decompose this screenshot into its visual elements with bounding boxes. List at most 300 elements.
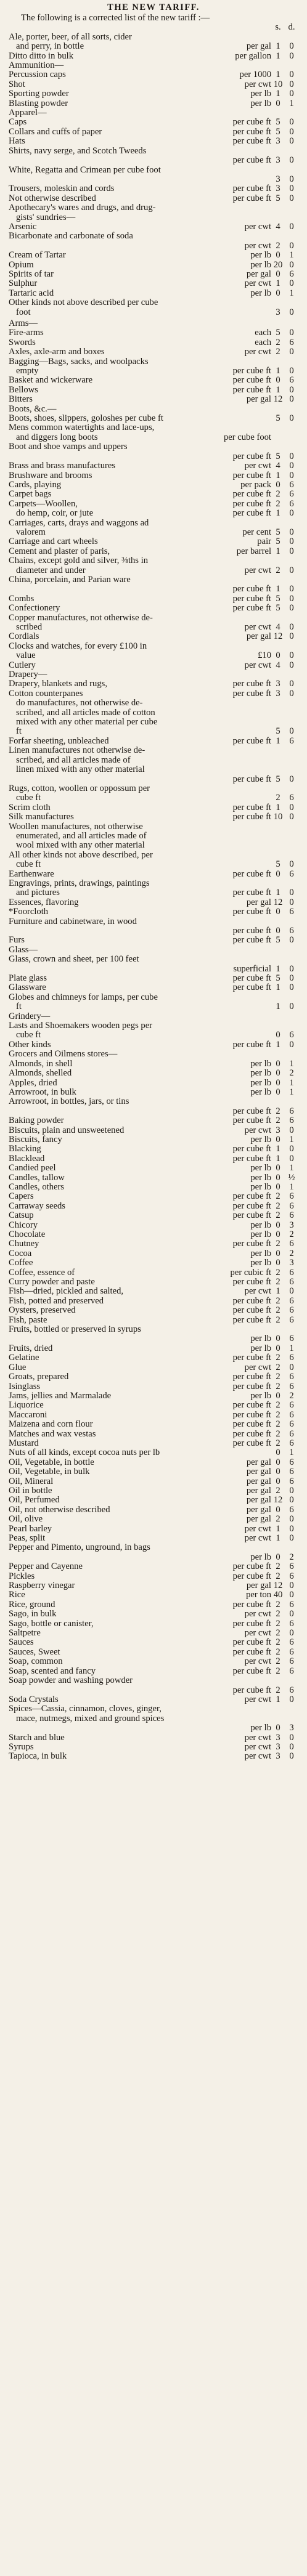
tariff-row: [9, 184, 298, 193]
tariff-item-unit: per cube ft: [232, 584, 271, 594]
tariff-item-unit: per cwt: [244, 1628, 271, 1638]
tariff-row: [9, 1430, 298, 1439]
tariff-item-unit: per cube ft: [232, 193, 271, 203]
tariff-list: [9, 33, 298, 1762]
tariff-item-unit: per gal: [246, 269, 271, 279]
tariff-item-pence: 0: [289, 451, 294, 461]
tariff-item-pence: 0: [289, 1628, 294, 1638]
tariff-item-label: Boot and shoe vamps and uppers: [9, 442, 128, 452]
tariff-item-pence: 0: [289, 726, 294, 737]
tariff-item-label: Fruits, bottled or preserved in syrups: [9, 1325, 141, 1335]
tariff-item-continuation: foot: [16, 307, 31, 317]
tariff-item-unit: per gal: [246, 1476, 271, 1486]
tariff-item-pence: 0: [289, 584, 294, 594]
tariff-item-unit: per cube ft: [232, 1106, 271, 1116]
tariff-item-shillings: 2: [276, 240, 280, 251]
tariff-item-shillings: 1: [276, 982, 280, 993]
tariff-row: [9, 1107, 298, 1116]
tariff-item-shillings: 20: [273, 259, 283, 270]
tariff-item-label: Nuts of all kinds, except cocoa nuts per lb: [9, 1448, 160, 1458]
tariff-item-shillings: 1: [276, 1039, 280, 1050]
tariff-row: [9, 765, 298, 774]
tariff-item-unit: per cwt: [244, 622, 271, 632]
tariff-item-shillings: 0: [276, 1172, 280, 1183]
tariff-row: [9, 452, 298, 461]
tariff-item-continuation: gists' sundries—: [16, 213, 76, 222]
tariff-row: [9, 1534, 298, 1543]
tariff-row: [9, 222, 298, 232]
tariff-item-unit: per cube ft: [232, 812, 271, 822]
tariff-row: [9, 851, 298, 860]
tariff-item-pence: 0: [289, 413, 294, 424]
tariff-item-unit: superficial: [233, 963, 271, 974]
tariff-row: [9, 1154, 298, 1164]
tariff-row: [9, 1714, 298, 1723]
tariff-item-label: *Foorcloth: [9, 907, 49, 917]
tariff-item-shillings: 1: [276, 1153, 280, 1164]
tariff-row: [9, 1525, 298, 1534]
tariff-item-shillings: 0: [276, 1258, 280, 1268]
tariff-item-shillings: 3: [276, 1751, 280, 1762]
tariff-item-unit: per cwt: [244, 79, 271, 89]
tariff-item-unit: per cube ft: [232, 126, 271, 137]
tariff-item-label: Chocolate: [9, 1230, 46, 1239]
tariff-item-unit: per lb: [250, 1087, 271, 1097]
tariff-item-unit: per lb: [250, 1058, 271, 1069]
tariff-item-label: Ammunition—: [9, 61, 64, 71]
tariff-row: [9, 156, 298, 165]
tariff-item-pence: 6: [289, 1400, 294, 1411]
tariff-row: [9, 347, 298, 357]
tariff-item-unit: per lb: [250, 250, 271, 261]
tariff-item-unit: per cube ft: [232, 136, 271, 147]
tariff-item-pence: 0: [289, 802, 294, 812]
tariff-item-pence: 6: [289, 479, 294, 490]
tariff-item-shillings: 0: [276, 1163, 280, 1173]
tariff-item-shillings: 1: [276, 584, 280, 594]
tariff-item-pence: 0: [289, 660, 294, 670]
tariff-item-shillings: 12: [273, 1581, 283, 1591]
tariff-item-pence: 1: [289, 1077, 294, 1088]
tariff-item-label: Arrowroot, in bottles, jars, or tins: [9, 1097, 129, 1107]
tariff-item-pence: 0: [289, 70, 294, 80]
tariff-row: [9, 1743, 298, 1752]
tariff-item-shillings: 2: [276, 1239, 280, 1249]
tariff-item-shillings: 2: [276, 1438, 280, 1448]
tariff-item-label: Sago, bottle or canister,: [9, 1619, 94, 1629]
tariff-item-unit: per cube ft: [232, 451, 271, 461]
tariff-item-pence: 0: [289, 963, 294, 974]
tariff-item-pence: 1: [289, 250, 294, 261]
tariff-item-pence: 6: [289, 1030, 294, 1040]
tariff-item-shillings: 5: [276, 593, 280, 604]
tariff-item-unit: per cube ft: [232, 1618, 271, 1629]
tariff-item-unit: per cwt: [244, 660, 271, 670]
tariff-item-unit: per cwt: [244, 1523, 271, 1534]
tariff-item-shillings: 2: [276, 1628, 280, 1638]
tariff-item-pence: 6: [289, 1666, 294, 1676]
tariff-item-unit: per lb: [250, 1068, 271, 1079]
tariff-row: [9, 614, 298, 623]
tariff-item-continuation: and pictures: [16, 888, 60, 898]
tariff-item-unit: per cube ft: [232, 1409, 271, 1420]
tariff-item-pence: 0: [289, 79, 294, 89]
tariff-item-pence: 6: [289, 907, 294, 917]
tariff-item-pence: 6: [289, 1239, 294, 1249]
tariff-item-unit: per cube ft: [232, 1428, 271, 1439]
tariff-item-unit: per cwt: [244, 1751, 271, 1762]
tariff-item-pence: 0: [289, 307, 294, 317]
tariff-item-continuation: mixed with any other material per cube: [16, 718, 158, 727]
tariff-item-pence: 0: [289, 1495, 294, 1505]
tariff-row: [9, 604, 298, 613]
tariff-row: [9, 1021, 298, 1031]
tariff-item-pence: 0: [289, 174, 294, 184]
tariff-item-pence: 6: [289, 1372, 294, 1382]
tariff-item-label: Oysters, preserved: [9, 1306, 76, 1316]
tariff-item-pence: 0: [289, 603, 294, 614]
tariff-item-pence: 0: [289, 812, 294, 822]
tariff-item-pence: 0: [289, 508, 294, 519]
tariff-item-shillings: 1: [276, 1533, 280, 1543]
tariff-item-pence: 6: [289, 1419, 294, 1430]
tariff-row: [9, 33, 298, 42]
tariff-item-pence: 6: [289, 1561, 294, 1572]
tariff-item-pence: 6: [289, 1685, 294, 1695]
tariff-item-shillings: 2: [276, 1419, 280, 1430]
tariff-item-shillings: 12: [273, 1495, 283, 1505]
tariff-item-pence: 0: [289, 1514, 294, 1525]
tariff-item-label: Lasts and Shoemakers wooden pegs per: [9, 1021, 153, 1031]
tariff-item-label: Mens common watertights and lace-ups,: [9, 423, 155, 433]
tariff-item-label: Raspberry vinegar: [9, 1581, 75, 1591]
tariff-item-pence: 3: [289, 1723, 294, 1733]
tariff-item-shillings: 3: [276, 184, 280, 194]
tariff-item-unit: per cwt: [244, 278, 271, 289]
tariff-item-shillings: 0: [276, 1343, 280, 1353]
tariff-item-label: Swords: [9, 338, 36, 347]
tariff-item-continuation: value: [16, 651, 36, 661]
tariff-row: [9, 965, 298, 974]
tariff-item-pence: 0: [289, 973, 294, 984]
tariff-item-continuation: ft: [16, 1002, 22, 1012]
tariff-item-shillings: 0: [276, 375, 280, 386]
tariff-item-label: Sago, in bulk: [9, 1610, 57, 1619]
tariff-item-unit: per cube ft: [232, 1039, 271, 1050]
tariff-item-pence: 0: [289, 565, 294, 575]
tariff-item-label: Plate glass: [9, 974, 47, 984]
tariff-row: [9, 1420, 298, 1429]
tariff-item-unit: per gal: [246, 1495, 271, 1505]
tariff-item-pence: 2: [289, 1390, 294, 1401]
tariff-item-pence: 0: [289, 1039, 294, 1050]
tariff-row: [9, 1477, 298, 1486]
tariff-item-unit: per lb: [250, 1390, 271, 1401]
tariff-item-pence: 1: [289, 1163, 294, 1173]
tariff-item-label: Combs: [9, 594, 35, 604]
tariff-item-pence: 0: [289, 41, 294, 52]
tariff-item-label: Peas, split: [9, 1534, 46, 1543]
tariff-item-unit: per lb: [250, 1181, 271, 1192]
tariff-item-shillings: 5: [276, 537, 280, 547]
tariff-item-continuation: valorem: [16, 527, 46, 537]
tariff-item-unit: per gal: [246, 897, 271, 907]
tariff-row: [9, 803, 298, 812]
tariff-row: [9, 1458, 298, 1467]
tariff-item-shillings: 0: [276, 1068, 280, 1079]
tariff-item-unit: per cube ft: [232, 1353, 271, 1363]
tariff-item-unit: each: [255, 328, 271, 338]
tariff-item-pence: 0: [289, 328, 294, 338]
tariff-item-pence: 0: [289, 1609, 294, 1619]
tariff-row: [9, 1268, 298, 1278]
tariff-item-label: Almonds, in shell: [9, 1059, 73, 1069]
tariff-item-label: Oil, Mineral: [9, 1476, 54, 1486]
tariff-item-unit: per gal: [246, 1467, 271, 1477]
tariff-row: [9, 661, 298, 670]
tariff-row: [9, 1088, 298, 1097]
tariff-item-pence: 0: [289, 688, 294, 699]
tariff-row: [9, 708, 298, 718]
tariff-item-unit: per cube ft: [232, 1400, 271, 1411]
tariff-item-unit: pair: [257, 537, 271, 547]
tariff-row: [9, 1676, 298, 1685]
tariff-item-label: Coffee, essence of: [9, 1268, 75, 1278]
tariff-item-unit: each: [255, 337, 271, 347]
tariff-item-pence: 6: [289, 869, 294, 879]
tariff-item-shillings: 1: [276, 51, 280, 61]
tariff-item-label: Grocers and Oilmens stores—: [9, 1050, 118, 1059]
tariff-row: [9, 367, 298, 376]
tariff-row: [9, 213, 298, 222]
tariff-row: [9, 61, 298, 70]
tariff-item-unit: per 1000: [239, 70, 271, 80]
tariff-row: [9, 898, 298, 907]
tariff-row: [9, 1515, 298, 1524]
tariff-item-unit: per lb: [250, 1229, 271, 1239]
tariff-row: [9, 822, 298, 832]
tariff-item-shillings: 2: [276, 1561, 280, 1572]
tariff-item-pence: 0: [289, 1523, 294, 1534]
tariff-item-shillings: 12: [273, 897, 283, 907]
tariff-item-shillings: 0: [276, 1229, 280, 1239]
tariff-row: [9, 1012, 298, 1021]
tariff-item-pence: 0: [289, 1732, 294, 1743]
tariff-item-shillings: 0: [276, 479, 280, 490]
tariff-item-pence: 2: [289, 1068, 294, 1079]
tariff-item-shillings: 5: [276, 451, 280, 461]
tariff-item-unit: per lb: [250, 1172, 271, 1183]
tariff-item-continuation: and diggers long boots: [16, 432, 98, 442]
tariff-item-label: Sauces: [9, 1638, 34, 1648]
tariff-item-label: Chains, except gold and silver, ⅜ths in: [9, 556, 148, 566]
tariff-item-shillings: 5: [276, 527, 280, 537]
tariff-item-label: Drapery—: [9, 670, 47, 680]
tariff-item-shillings: 0: [276, 1087, 280, 1097]
tariff-row: [9, 1667, 298, 1676]
tariff-item-pence: 0: [289, 1694, 294, 1704]
tariff-row: [9, 1467, 298, 1476]
tariff-row: [9, 1031, 298, 1040]
tariff-item-shillings: 3: [276, 307, 280, 317]
tariff-item-label: Glass, crown and sheet, per 100 feet: [9, 955, 139, 965]
tariff-item-shillings: 0: [276, 1058, 280, 1069]
tariff-item-unit: per cube ft: [232, 888, 271, 898]
tariff-item-pence: 0: [289, 470, 294, 480]
tariff-item-shillings: 5: [276, 328, 280, 338]
tariff-item-label: Ale, porter, beer, of all sorts, cider: [9, 32, 132, 42]
tariff-row: [9, 471, 298, 480]
tariff-item-label: Rice: [9, 1590, 25, 1600]
tariff-item-continuation: scribed, and all articles made of cotton: [16, 708, 155, 718]
tariff-item-label: Oil in bottle: [9, 1486, 52, 1496]
tariff-item-shillings: 3: [276, 1125, 280, 1135]
tariff-item-label: Cutlery: [9, 660, 36, 670]
tariff-item-unit: per cube ft: [232, 973, 271, 984]
tariff-item-label: Blacklead: [9, 1154, 45, 1164]
tariff-item-label: Furniture and cabinetware, in wood: [9, 917, 137, 926]
tariff-item-unit: per cube ft: [232, 1637, 271, 1648]
tariff-item-unit: per cwt: [244, 1656, 271, 1667]
tariff-item-label: Grindery—: [9, 1011, 51, 1021]
tariff-row: [9, 756, 298, 765]
tariff-row: [9, 194, 298, 203]
tariff-row: [9, 1562, 298, 1571]
tariff-item-shillings: 1: [276, 1523, 280, 1534]
tariff-item-pence: 6: [289, 375, 294, 386]
tariff-item-label: Blacking: [9, 1144, 41, 1154]
tariff-item-shillings: 0: [276, 98, 280, 108]
tariff-item-unit: per ton: [246, 1590, 271, 1600]
tariff-item-shillings: 2: [276, 1362, 280, 1372]
tariff-row: [9, 585, 298, 594]
tariff-row: [9, 1278, 298, 1287]
tariff-row: [9, 1135, 298, 1144]
tariff-item-shillings: 2: [276, 347, 280, 357]
tariff-item-label: Bicarbonate and carbonate of soda: [9, 232, 133, 241]
tariff-item-label: Oil, Perfumed: [9, 1496, 60, 1505]
tariff-row: [9, 679, 298, 689]
tariff-item-label: Catsup: [9, 1211, 34, 1221]
tariff-item-unit: per cwt: [244, 221, 271, 232]
tariff-item-label: Isinglass: [9, 1382, 41, 1391]
tariff-row: [9, 1306, 298, 1315]
tariff-item-shillings: 2: [276, 1191, 280, 1202]
tariff-item-shillings: 1: [276, 546, 280, 556]
tariff-item-shillings: 0: [276, 1334, 280, 1344]
tariff-row: [9, 461, 298, 471]
tariff-item-label: Drapery, blankets and rugs,: [9, 679, 107, 689]
tariff-item-unit: per gal: [246, 1581, 271, 1591]
tariff-item-label: Oil, not otherwise described: [9, 1505, 110, 1515]
tariff-item-shillings: 2: [276, 1400, 280, 1411]
tariff-item-pence: 1: [289, 1058, 294, 1069]
tariff-item-pence: 6: [289, 793, 294, 803]
tariff-item-label: Arsenic: [9, 222, 37, 232]
tariff-item-pence: 0: [289, 774, 294, 784]
tariff-item-pence: 2: [289, 1229, 294, 1239]
tariff-item-pence: 6: [289, 926, 294, 936]
tariff-item-shillings: 12: [273, 394, 283, 405]
tariff-item-shillings: 3: [276, 1732, 280, 1743]
tariff-item-shillings: 1: [276, 508, 280, 519]
tariff-item-label: Candied peel: [9, 1164, 56, 1173]
tariff-row: [9, 1097, 298, 1106]
tariff-item-unit: per lb: [250, 1163, 271, 1173]
tariff-item-unit: per cwt: [244, 1732, 271, 1743]
tariff-item-label: Bagging—Bags, sacks, and woolpacks: [9, 357, 149, 367]
tariff-item-shillings: 2: [276, 793, 280, 803]
tariff-item-shillings: 0: [276, 1457, 280, 1467]
tariff-item-label: Cotton counterpanes: [9, 689, 83, 699]
tariff-item-shillings: 2: [276, 1116, 280, 1126]
tariff-item-shillings: 4: [276, 622, 280, 632]
tariff-item-label: All other kinds not above described, per: [9, 850, 153, 860]
tariff-item-label: Scrim cloth: [9, 803, 51, 812]
tariff-item-pence: 0: [289, 278, 294, 289]
tariff-item-label: Fire-arms: [9, 328, 44, 338]
tariff-item-label: Clocks and watches, for every £100 in: [9, 641, 147, 651]
tariff-item-shillings: 5: [276, 603, 280, 614]
tariff-item-label: Opium: [9, 260, 34, 270]
tariff-row: [9, 80, 298, 89]
tariff-item-label: Glass—: [9, 945, 38, 955]
tariff-row: [9, 308, 298, 317]
tariff-item-shillings: 2: [276, 1277, 280, 1287]
tariff-item-unit: per cube ft: [232, 1685, 271, 1695]
tariff-item-label: Sauces, Sweet: [9, 1647, 60, 1657]
tariff-item-shillings: 1: [276, 963, 280, 974]
tariff-item-label: Globes and chimneys for lamps, per cube: [9, 992, 158, 1002]
tariff-item-pence: 1: [289, 1134, 294, 1144]
tariff-item-label: Cream of Tartar: [9, 251, 66, 261]
tariff-row: [9, 860, 298, 869]
tariff-item-unit: per cube ft: [232, 1438, 271, 1448]
tariff-item-label: Blasting powder: [9, 99, 68, 108]
tariff-item-continuation: wool mixed with any other material: [16, 841, 145, 851]
tariff-row: [9, 1287, 298, 1296]
tariff-item-pence: 0: [289, 221, 294, 232]
tariff-item-shillings: 1: [276, 1694, 280, 1704]
tariff-item-shillings: 2: [276, 1201, 280, 1211]
tariff-item-label: Candles, others: [9, 1182, 64, 1192]
tariff-item-pence: 1: [289, 1343, 294, 1353]
tariff-item-unit: per pack: [240, 479, 271, 490]
tariff-item-pence: 0: [289, 935, 294, 946]
tariff-row: [9, 974, 298, 983]
tariff-item-label: Silk manufactures: [9, 812, 74, 822]
tariff-item-pence: 0: [289, 259, 294, 270]
tariff-item-unit: per cube ft: [232, 802, 271, 812]
tariff-item-pence: 1: [289, 1181, 294, 1192]
tariff-row: [9, 1116, 298, 1125]
tariff-item-label: Soda Crystals: [9, 1695, 59, 1704]
tariff-item-shillings: 2: [276, 1106, 280, 1116]
tariff-item-label: Soap powder and washing powder: [9, 1676, 133, 1686]
tariff-item-pence: 6: [289, 1334, 294, 1344]
tariff-item-label: Gelatine: [9, 1353, 39, 1363]
tariff-item-pence: 0: [289, 1590, 294, 1600]
tariff-row: [9, 784, 298, 793]
tariff-item-label: Cement and plaster of paris,: [9, 546, 110, 556]
tariff-item-unit: per cube ft: [232, 1381, 271, 1391]
tariff-item-pence: 6: [289, 1656, 294, 1667]
tariff-item-label: Forfar sheeting, unbleached: [9, 736, 109, 746]
tariff-item-pence: 6: [289, 1295, 294, 1306]
tariff-row: [9, 1144, 298, 1154]
tariff-item-label: Syrups: [9, 1742, 34, 1752]
tariff-row: [9, 1590, 298, 1600]
